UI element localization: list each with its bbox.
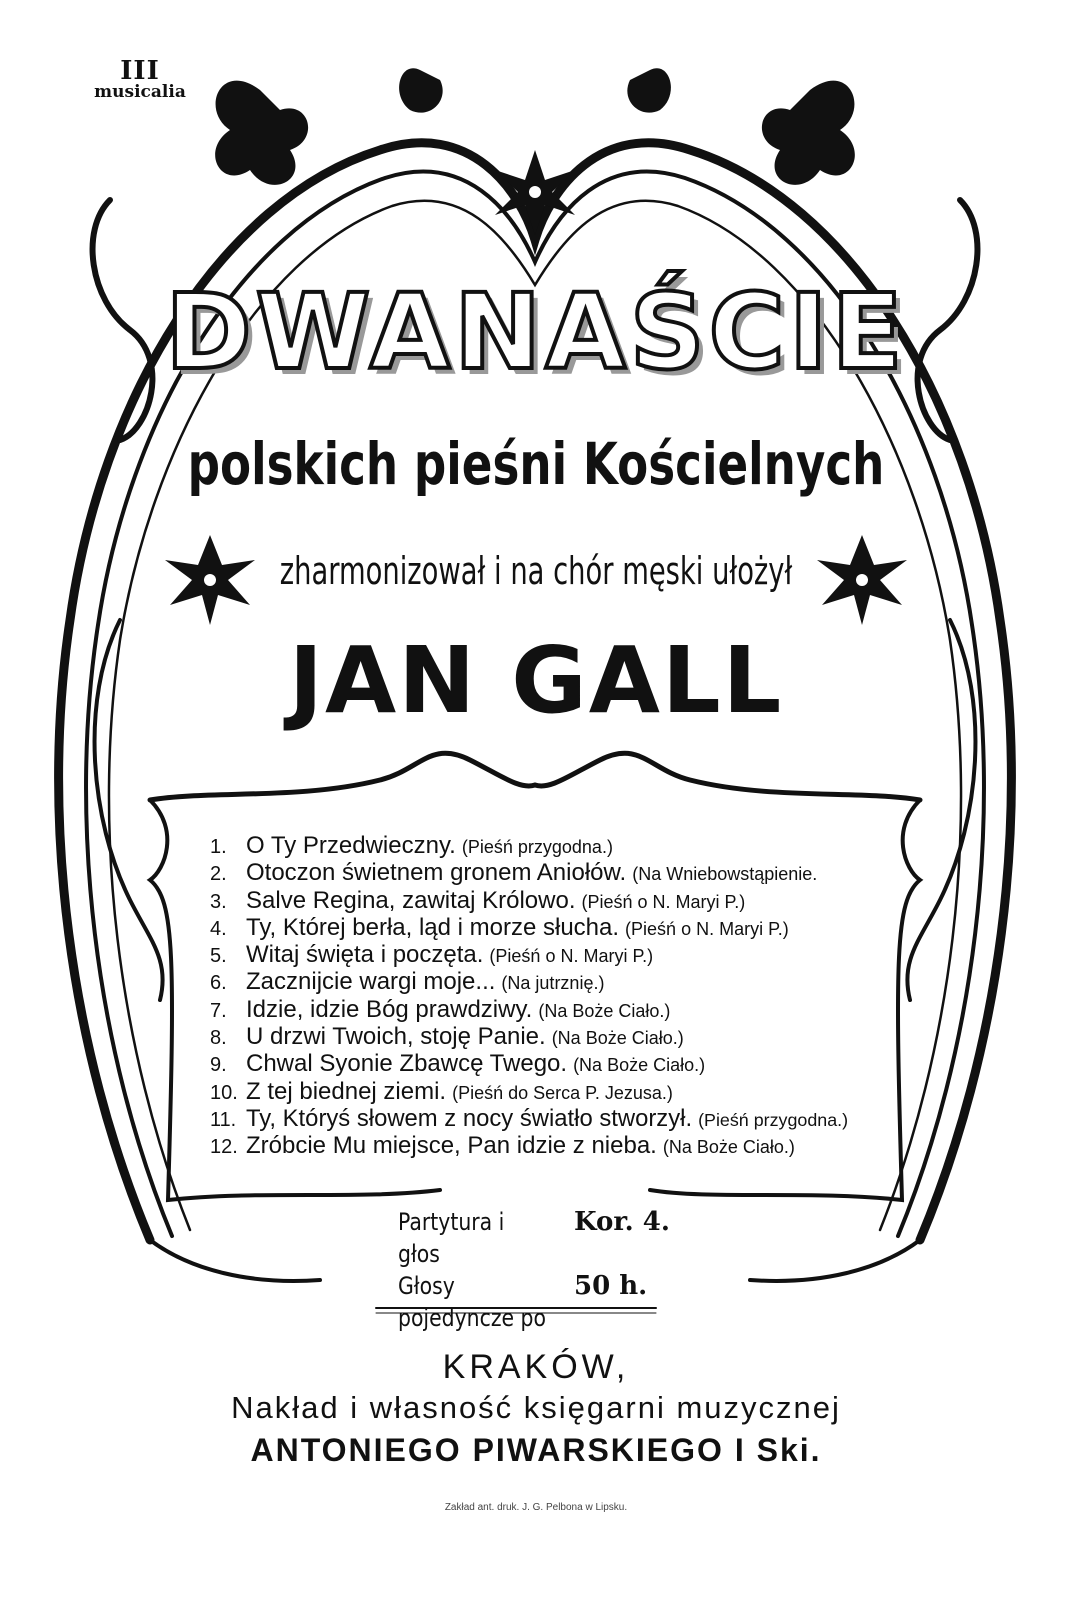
- price-label: Głosy pojedyncze po: [398, 1272, 546, 1332]
- song-number: 8.: [210, 1027, 227, 1050]
- arranger-credit: zharmonizował i na chór męski ułożył: [279, 549, 793, 593]
- song-note: (Na Boże Ciało.): [538, 1000, 671, 1021]
- song-note: (Na Boże Ciało.): [551, 1028, 684, 1049]
- song-number: 2.: [210, 863, 227, 886]
- song-note: (Pieśń do Serca P. Jezusa.): [452, 1082, 673, 1103]
- song-title: Otoczon świetnem gronem Aniołów.: [246, 859, 627, 887]
- song-number: 3.: [210, 890, 227, 913]
- song-number: 12.: [210, 1136, 238, 1159]
- song-item: [210, 1078, 860, 1105]
- song-title: Salve Regina, zawitaj Królowo.: [246, 886, 576, 914]
- song-item: [210, 941, 860, 968]
- song-item: [210, 1050, 860, 1077]
- stamp-text: musicalia: [94, 82, 186, 102]
- song-item: [210, 914, 860, 941]
- song-item: [210, 859, 860, 886]
- song-item: [210, 1132, 860, 1159]
- song-title: O Ty Przedwieczny.: [246, 832, 456, 859]
- song-number: 7.: [210, 999, 227, 1022]
- song-number: 1.: [210, 836, 227, 858]
- song-note: (Pieśń o N. Maryi P.): [625, 918, 789, 939]
- publisher-firm: ANTONIEGO PIWARSKIEGO I Ski.: [250, 1432, 822, 1468]
- song-note: (Na Wniebowstąpienie.: [632, 864, 818, 885]
- song-item: [210, 968, 860, 995]
- song-list: [210, 832, 860, 1160]
- song-number: 10.: [210, 1081, 238, 1104]
- song-note: (Na Boże Ciało.): [573, 1055, 706, 1076]
- song-number: 9.: [210, 1054, 227, 1077]
- song-title: Ty, Któryś słowem z nocy światło stworzył.: [246, 1104, 693, 1132]
- song-item: [210, 887, 860, 914]
- page-title: DWANAŚCIE: [165, 271, 907, 393]
- song-title: Idzie, idzie Bóg prawdziwy.: [246, 995, 533, 1023]
- song-note: (Pieśń o N. Maryi P.): [581, 891, 746, 912]
- song-item: [210, 832, 860, 859]
- song-note: (Pieśń przygodna.): [698, 1109, 849, 1130]
- song-item: [210, 1023, 860, 1050]
- price-label: Partytura i głos: [398, 1208, 505, 1268]
- song-title: Ty, Której berła, ląd i morze słucha.: [246, 913, 620, 941]
- song-number: 11.: [210, 1108, 237, 1131]
- song-item: [210, 1105, 860, 1132]
- song-number: 5.: [210, 945, 227, 968]
- price-value: 50 h.: [574, 1271, 648, 1301]
- song-note: (Pieśń o N. Maryi P.): [489, 946, 654, 967]
- song-number: 4.: [210, 917, 227, 940]
- subtitle: polskich pieśni Kościelnych: [187, 430, 885, 498]
- price-list: [398, 1206, 670, 1334]
- stamp-mark: III: [120, 56, 160, 86]
- composer-name: JAN GALL: [288, 627, 784, 734]
- publisher-line: Nakład i własność księgarni muzycznej: [231, 1390, 841, 1425]
- song-item: [210, 996, 860, 1023]
- song-note: (Na jutrznię.): [501, 973, 605, 994]
- price-value: Kor. 4.: [574, 1207, 670, 1237]
- song-title: U drzwi Twoich, stoję Panie.: [246, 1023, 546, 1051]
- song-title: Zacznijcie wargi moje...: [246, 968, 496, 996]
- song-note: (Na Boże Ciało.): [662, 1137, 795, 1158]
- price-row: [398, 1270, 670, 1334]
- song-title: Chwal Syonie Zbawcę Twego.: [246, 1050, 568, 1078]
- song-title: Zróbcie Mu miejsce, Pan idzie z nieba.: [246, 1132, 657, 1160]
- song-number: 6.: [210, 972, 227, 995]
- price-row: [398, 1206, 670, 1270]
- song-title: Z tej biednej ziemi.: [246, 1077, 447, 1105]
- song-note: (Pieśń przygodna.): [461, 837, 613, 857]
- printer-credit: Zakład ant. druk. J. G. Pelbona w Lipsku.: [444, 1502, 628, 1513]
- library-stamp: [70, 56, 210, 102]
- publisher-city: KRAKÓW,: [442, 1348, 630, 1386]
- song-title: Witaj święta i poczęta.: [246, 941, 484, 969]
